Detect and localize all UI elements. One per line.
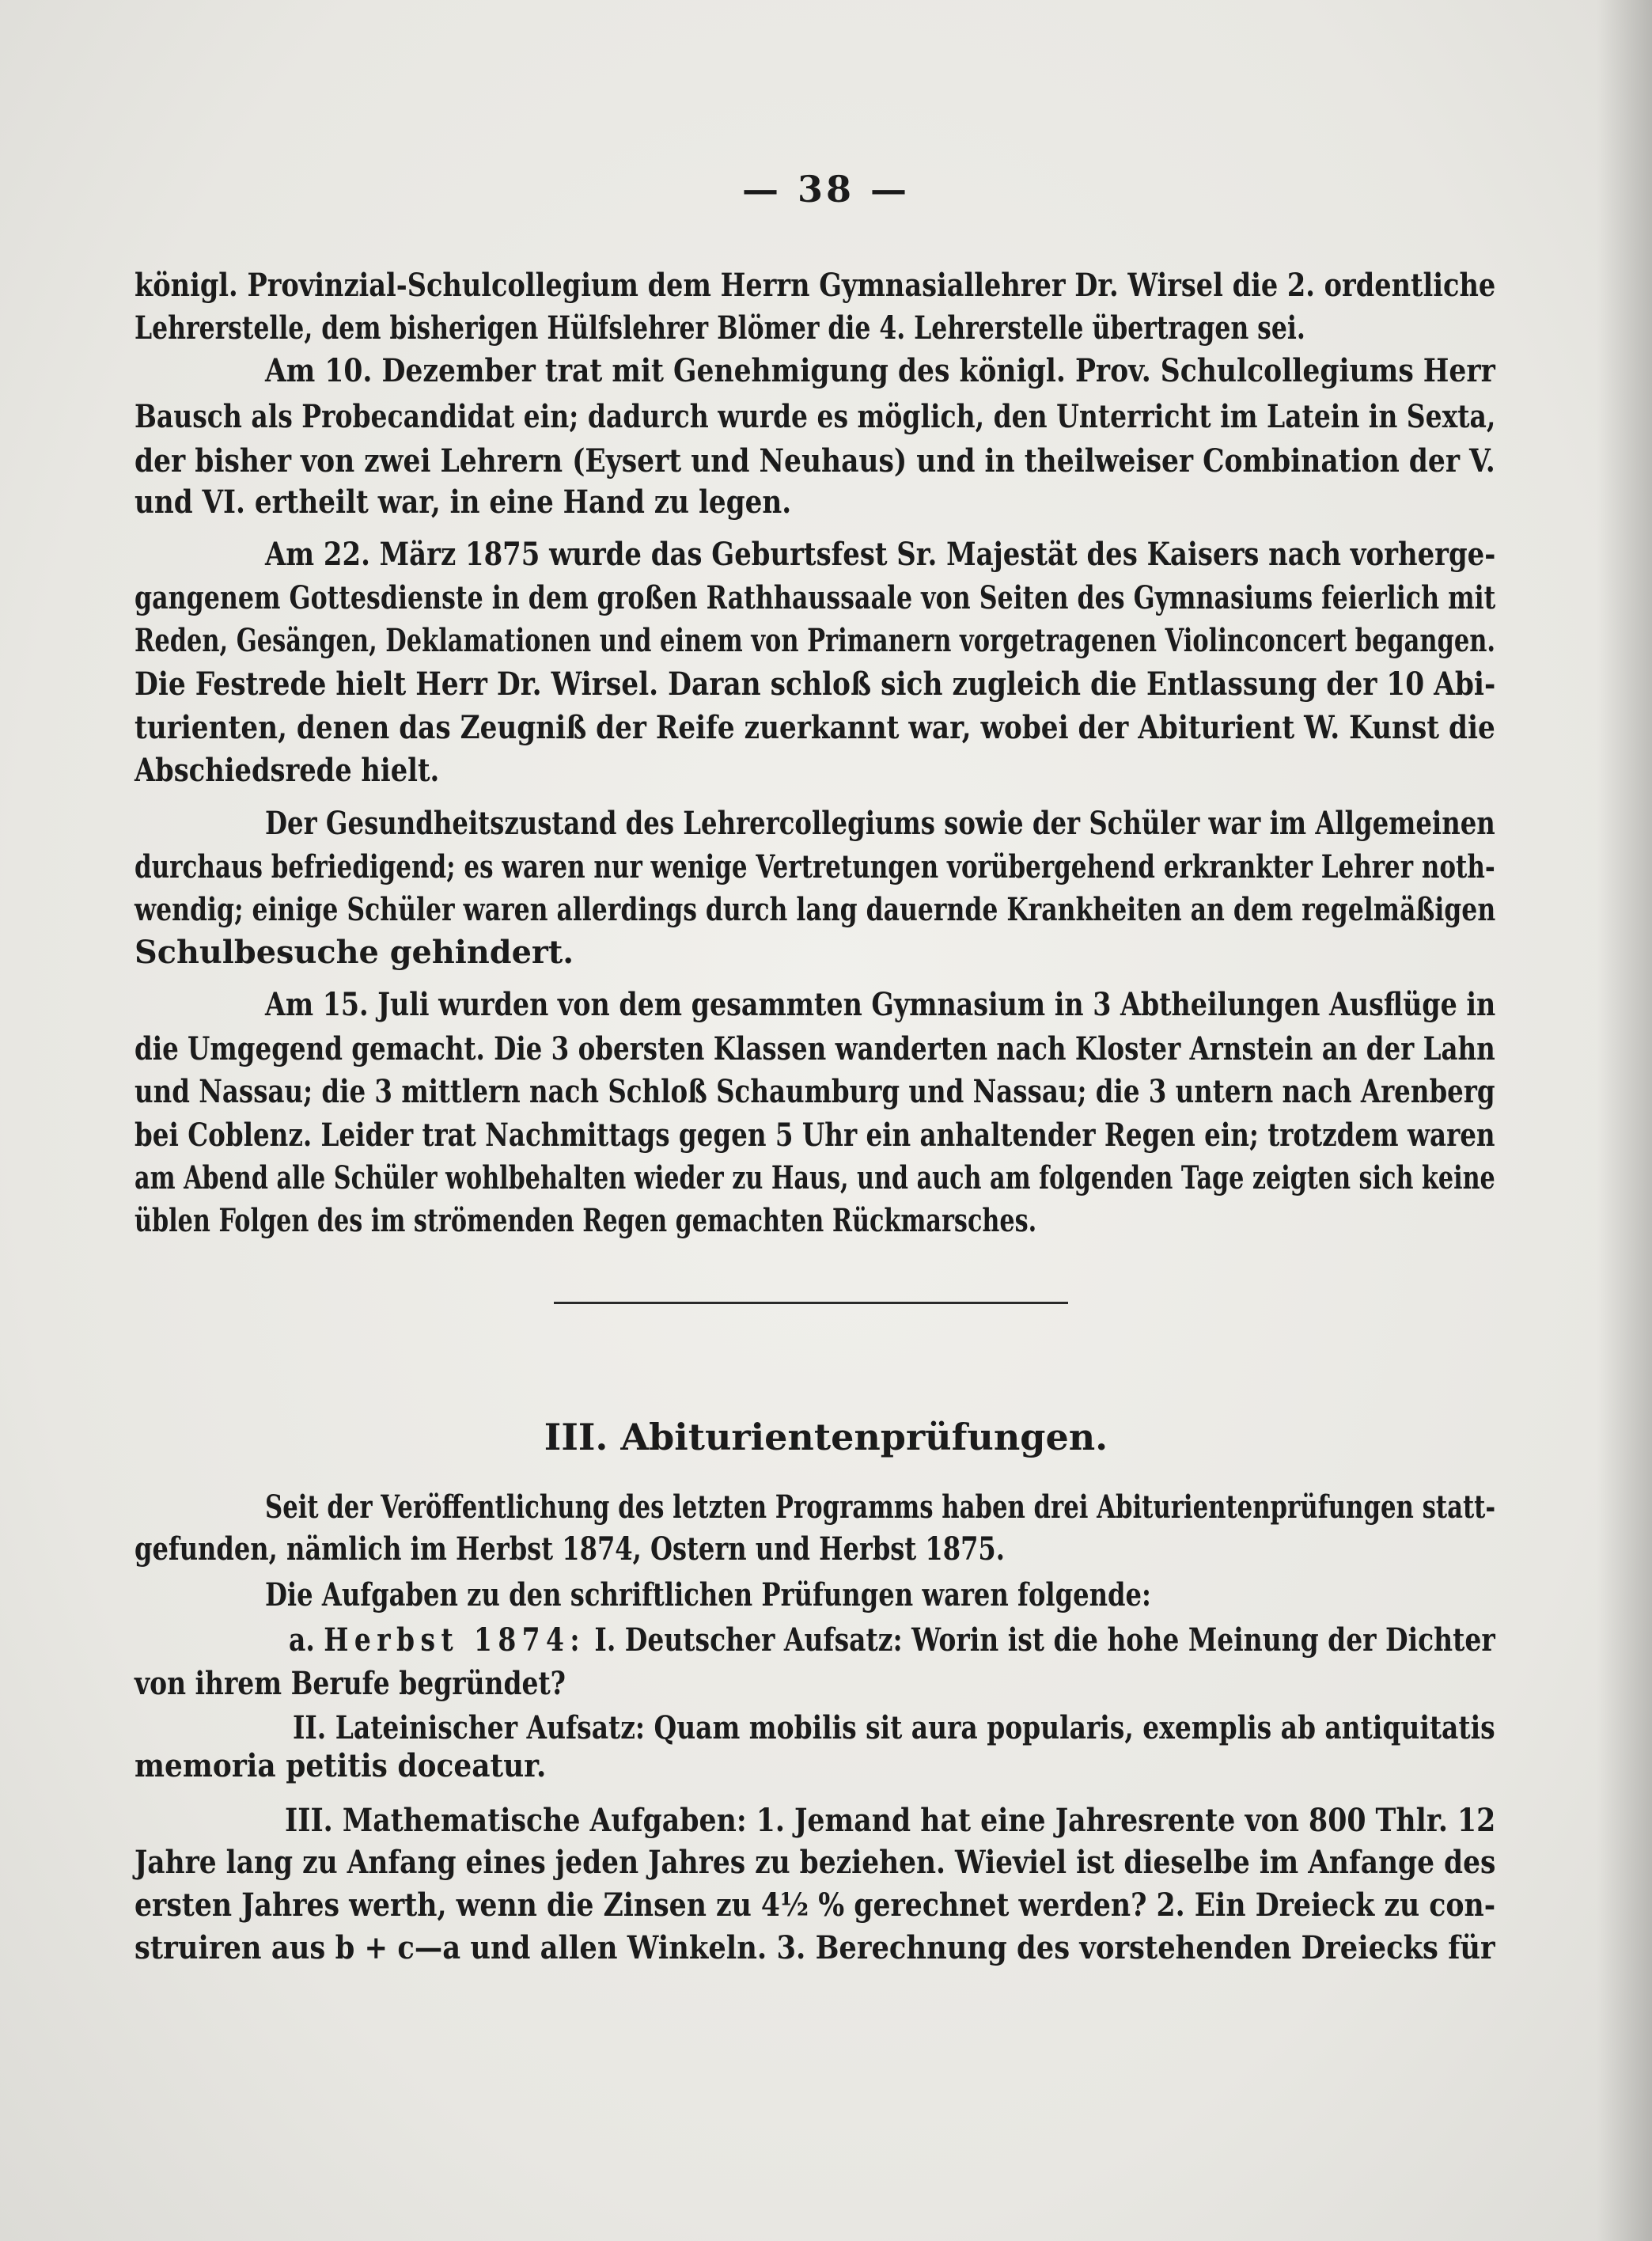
- text-line: Jahre lang zu Anfang eines jeden Jahres zu beziehen. Wieviel ist dieselbe im Anfange des: [135, 1844, 1496, 1881]
- text-line: wendig; einige Schüler waren allerdings durch lang dauernde Krankheiten an dem regelmäßigen: [135, 891, 1496, 928]
- text-line: und VI. ertheilt war, in eine Hand zu legen.: [135, 483, 792, 521]
- text-line: üblen Folgen des im strömenden Regen gemachten Rückmarsches.: [135, 1202, 1037, 1239]
- text-line: memoria petitis doceatur.: [135, 1747, 547, 1784]
- text-line: Schulbesuche gehindert.: [135, 934, 574, 971]
- text-line: struiren aus b + c—a und allen Winkeln. 3. Berechnung des vorstehenden Dreiecks für: [135, 1929, 1495, 1966]
- text-line: II. Lateinischer Aufsatz: Quam mobilis sit aura popularis, exemplis ab antiquitatis: [293, 1709, 1495, 1746]
- binding-shadow: [1597, 0, 1652, 2241]
- text-line: am Abend alle Schüler wohlbehalten wieder zu Haus, und auch am folgenden Tage zeigten sich keine: [135, 1159, 1495, 1196]
- task-a-term: Herbst 1874:: [324, 1621, 585, 1659]
- text-line: und Nassau; die 3 mittlern nach Schloß Schaumburg und Nassau; die 3 untern nach Arenberg: [135, 1073, 1495, 1110]
- text-line: Lehrerstelle, dem bisherigen Hülfslehrer Blömer die 4. Lehrerstelle übertragen sei.: [135, 309, 1305, 347]
- text-line: der bisher von zwei Lehrern (Eysert und Neuhaus) und in theilweiser Combination der V.: [135, 442, 1495, 480]
- text-line: Abschiedsrede hielt.: [135, 752, 440, 789]
- text-line: Der Gesundheitszustand des Lehrercollegiums sowie der Schüler war im Allgemeinen: [265, 805, 1495, 842]
- text-line: königl. Provinzial-Schulcollegium dem Herrn Gymnasiallehrer Dr. Wirsel die 2. ordentliche: [135, 267, 1496, 304]
- text-line: ersten Jahres werth, wenn die Zinsen zu 4½ % gerechnet werden? 2. Ein Dreieck zu con-: [135, 1886, 1496, 1924]
- text-line: Die Festrede hielt Herr Dr. Wirsel. Daran schloß sich zugleich die Entlassung der 10 Abi-: [135, 665, 1496, 703]
- section-divider: [554, 1302, 1068, 1304]
- text-line: Die Aufgaben zu den schriftlichen Prüfungen waren folgende:: [265, 1576, 1151, 1613]
- task-a-label: a.: [289, 1621, 315, 1659]
- text-line: turienten, denen das Zeugniß der Reife zuerkannt war, wobei der Abiturient W. Kunst die: [135, 709, 1495, 746]
- text-line: Reden, Gesängen, Deklamationen und einem von Primanern vorgetragenen Violinconcert begangen.: [135, 622, 1495, 659]
- page-number: — 38 —: [741, 168, 911, 210]
- task-a-text: I. Deutscher Aufsatz: Worin ist die hohe Meinung der Dichter: [594, 1621, 1495, 1659]
- text-line: III. Mathematische Aufgaben: 1. Jemand hat eine Jahresrente von 800 Thlr. 12: [285, 1802, 1496, 1839]
- text-line: von ihrem Berufe begründet?: [135, 1665, 566, 1702]
- section-heading: III. Abiturientenprüfungen.: [544, 1416, 1108, 1458]
- text-line: gefunden, nämlich im Herbst 1874, Ostern und Herbst 1875.: [135, 1530, 1005, 1568]
- text-line: gangenem Gottesdienste in dem großen Rathhaussaale von Seiten des Gymnasiums feierlich mit: [135, 579, 1496, 616]
- task-a-line: [289, 1620, 1495, 1661]
- text-line: Am 22. März 1875 wurde das Geburtsfest Sr. Majestät des Kaisers nach vorherge-: [265, 536, 1496, 573]
- text-line: durchaus befriedigend; es waren nur wenige Vertretungen vorübergehend erkrankter Lehrer noth-: [135, 848, 1495, 885]
- text-line: Bausch als Probecandidat ein; dadurch wurde es möglich, den Unterricht im Latein in Sexta,: [135, 398, 1496, 435]
- text-line: Seit der Veröffentlichung des letzten Programms haben drei Abiturientenprüfungen statt-: [265, 1488, 1496, 1526]
- text-line: bei Coblenz. Leider trat Nachmittags gegen 5 Uhr ein anhaltender Regen ein; trotzdem waren: [135, 1117, 1495, 1154]
- text-line: Am 10. Dezember trat mit Genehmigung des königl. Prov. Schulcollegiums Herr: [265, 352, 1495, 389]
- text-line: die Umgegend gemacht. Die 3 obersten Klassen wanderten nach Kloster Arnstein an der Lahn: [135, 1030, 1495, 1067]
- text-line: Am 15. Juli wurden von dem gesammten Gymnasium in 3 Abtheilungen Ausflüge in: [265, 986, 1496, 1023]
